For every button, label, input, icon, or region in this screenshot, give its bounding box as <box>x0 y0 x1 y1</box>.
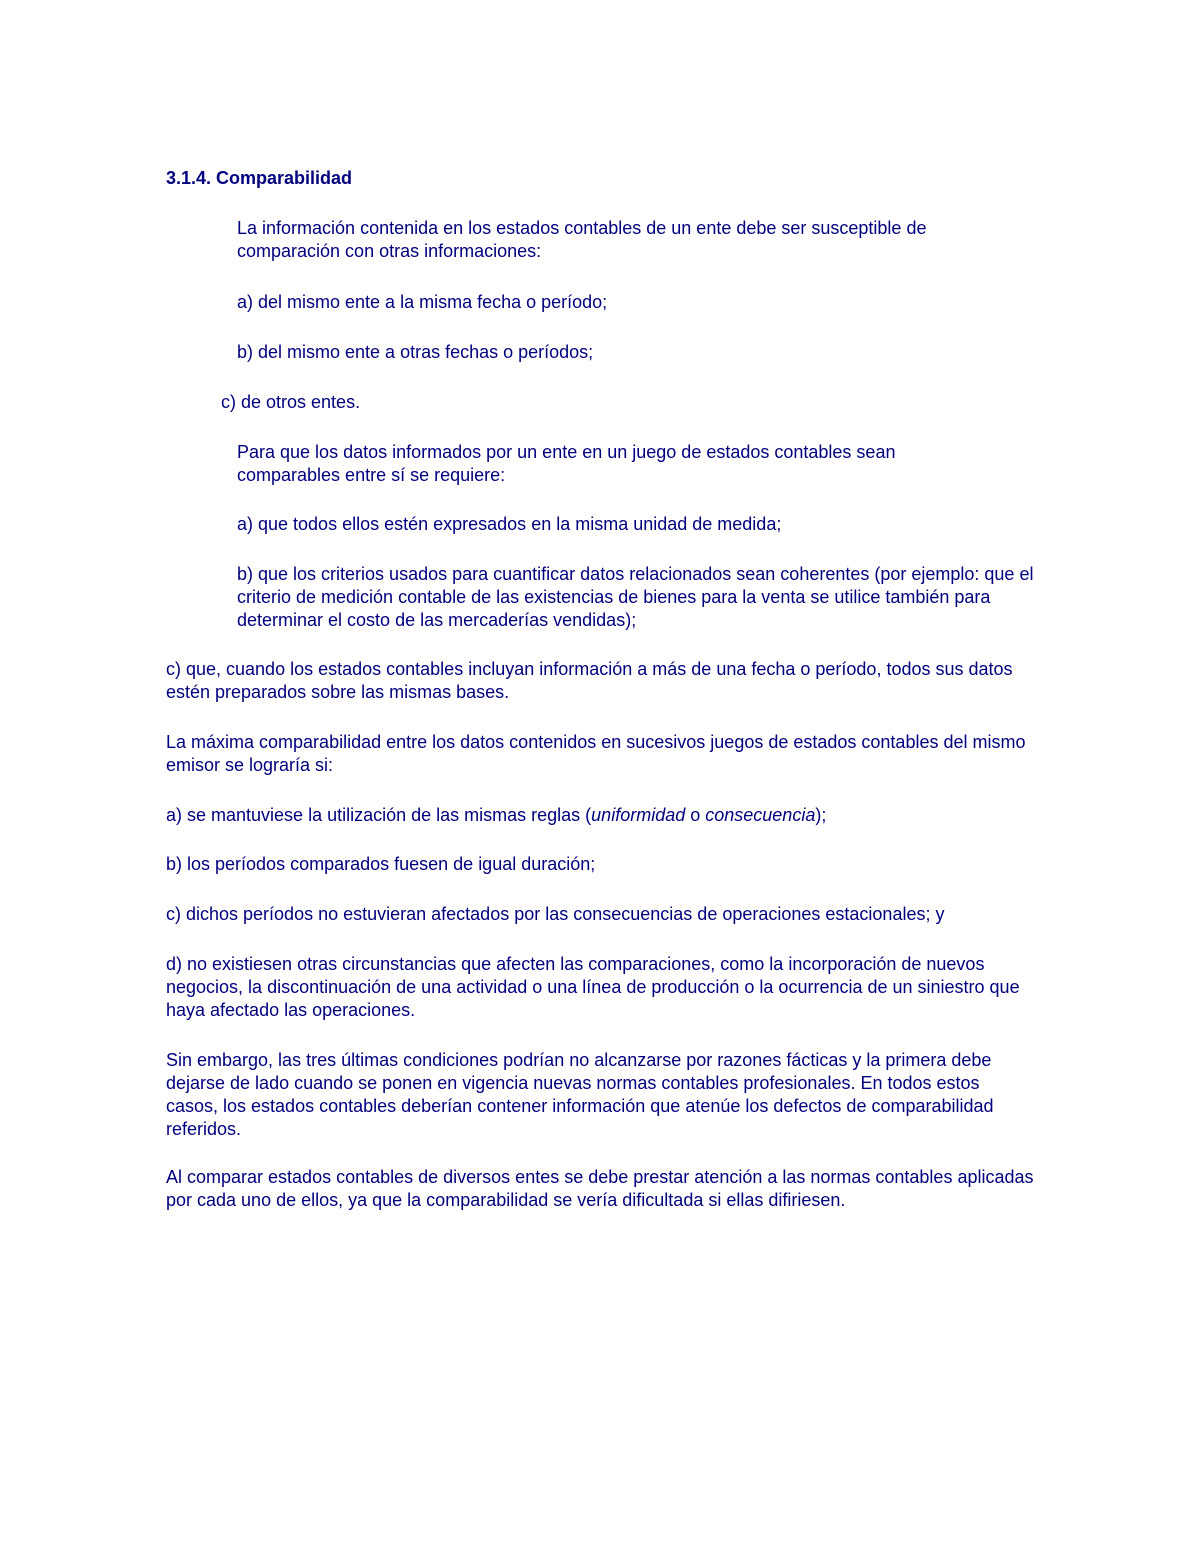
requirement-item-c: c) que, cuando los estados contables incluyan información a más de una fecha o período, todos sus datos estén preparados sobre las mismas bases. <box>166 659 1013 702</box>
paragraph-however: Sin embargo, las tres últimas condiciones podrían no alcanzarse por razones fácticas y la primera debe dejarse de lado cuando se ponen en vigencia nuevas normas contables profesionales. En todos estos casos, los estados contables deberían contener información que atenúe los defectos de comparabilidad referidos. <box>166 1050 994 1139</box>
condition-item-c: c) dichos períodos no estuvieran afectados por las consecuencias de operaciones estacionales; y <box>166 904 945 924</box>
requirement-item-b: b) que los criterios usados para cuantificar datos relacionados sean coherentes (por ejemplo: que el criterio de medición contable de las existencias de bienes para la venta se utilice también para determinar el costo de las mercaderías vendidas); <box>237 564 1034 630</box>
list-item-c: c) de otros entes. <box>221 392 361 412</box>
emphasis-uniformidad: uniformidad <box>591 805 686 825</box>
emphasis-consecuencia: consecuencia <box>705 805 816 825</box>
list-item-a: a) del mismo ente a la misma fecha o período; <box>237 292 608 312</box>
section-heading: 3.1.4. Comparabilidad <box>166 168 353 188</box>
paragraph-comparing-entities: Al comparar estados contables de diversos entes se debe prestar atención a las normas contables aplicadas por cada uno de ellos, ya que la comparabilidad se vería dificultada si ellas difiriesen. <box>166 1167 1034 1210</box>
list-item-b: b) del mismo ente a otras fechas o períodos; <box>237 342 594 362</box>
condition-item-d: d) no existiesen otras circunstancias que afecten las comparaciones, como la incorporación de nuevos negocios, la discontinuación de una actividad o una línea de producción o la ocurrencia de un siniestro que haya afectado las operaciones. <box>166 954 1020 1020</box>
condition-a-text-middle: o <box>685 805 706 825</box>
condition-item-a <box>166 804 1036 827</box>
paragraph-maximum-comparability: La máxima comparabilidad entre los datos contenidos en sucesivos juegos de estados contables del mismo emisor se lograría si: <box>166 732 1026 775</box>
condition-item-b: b) los períodos comparados fuesen de igual duración; <box>166 854 596 874</box>
condition-a-text-end: ); <box>815 805 827 825</box>
condition-a-text-start: a) se mantuviese la utilización de las mismas reglas ( <box>166 805 592 825</box>
requirement-item-a: a) que todos ellos estén expresados en la misma unidad de medida; <box>237 514 782 534</box>
paragraph-requirements: Para que los datos informados por un ente en un juego de estados contables sean comparables entre sí se requiere: <box>237 442 896 485</box>
paragraph-intro: La información contenida en los estados contables de un ente debe ser susceptible de comparación con otras informaciones: <box>237 218 927 261</box>
